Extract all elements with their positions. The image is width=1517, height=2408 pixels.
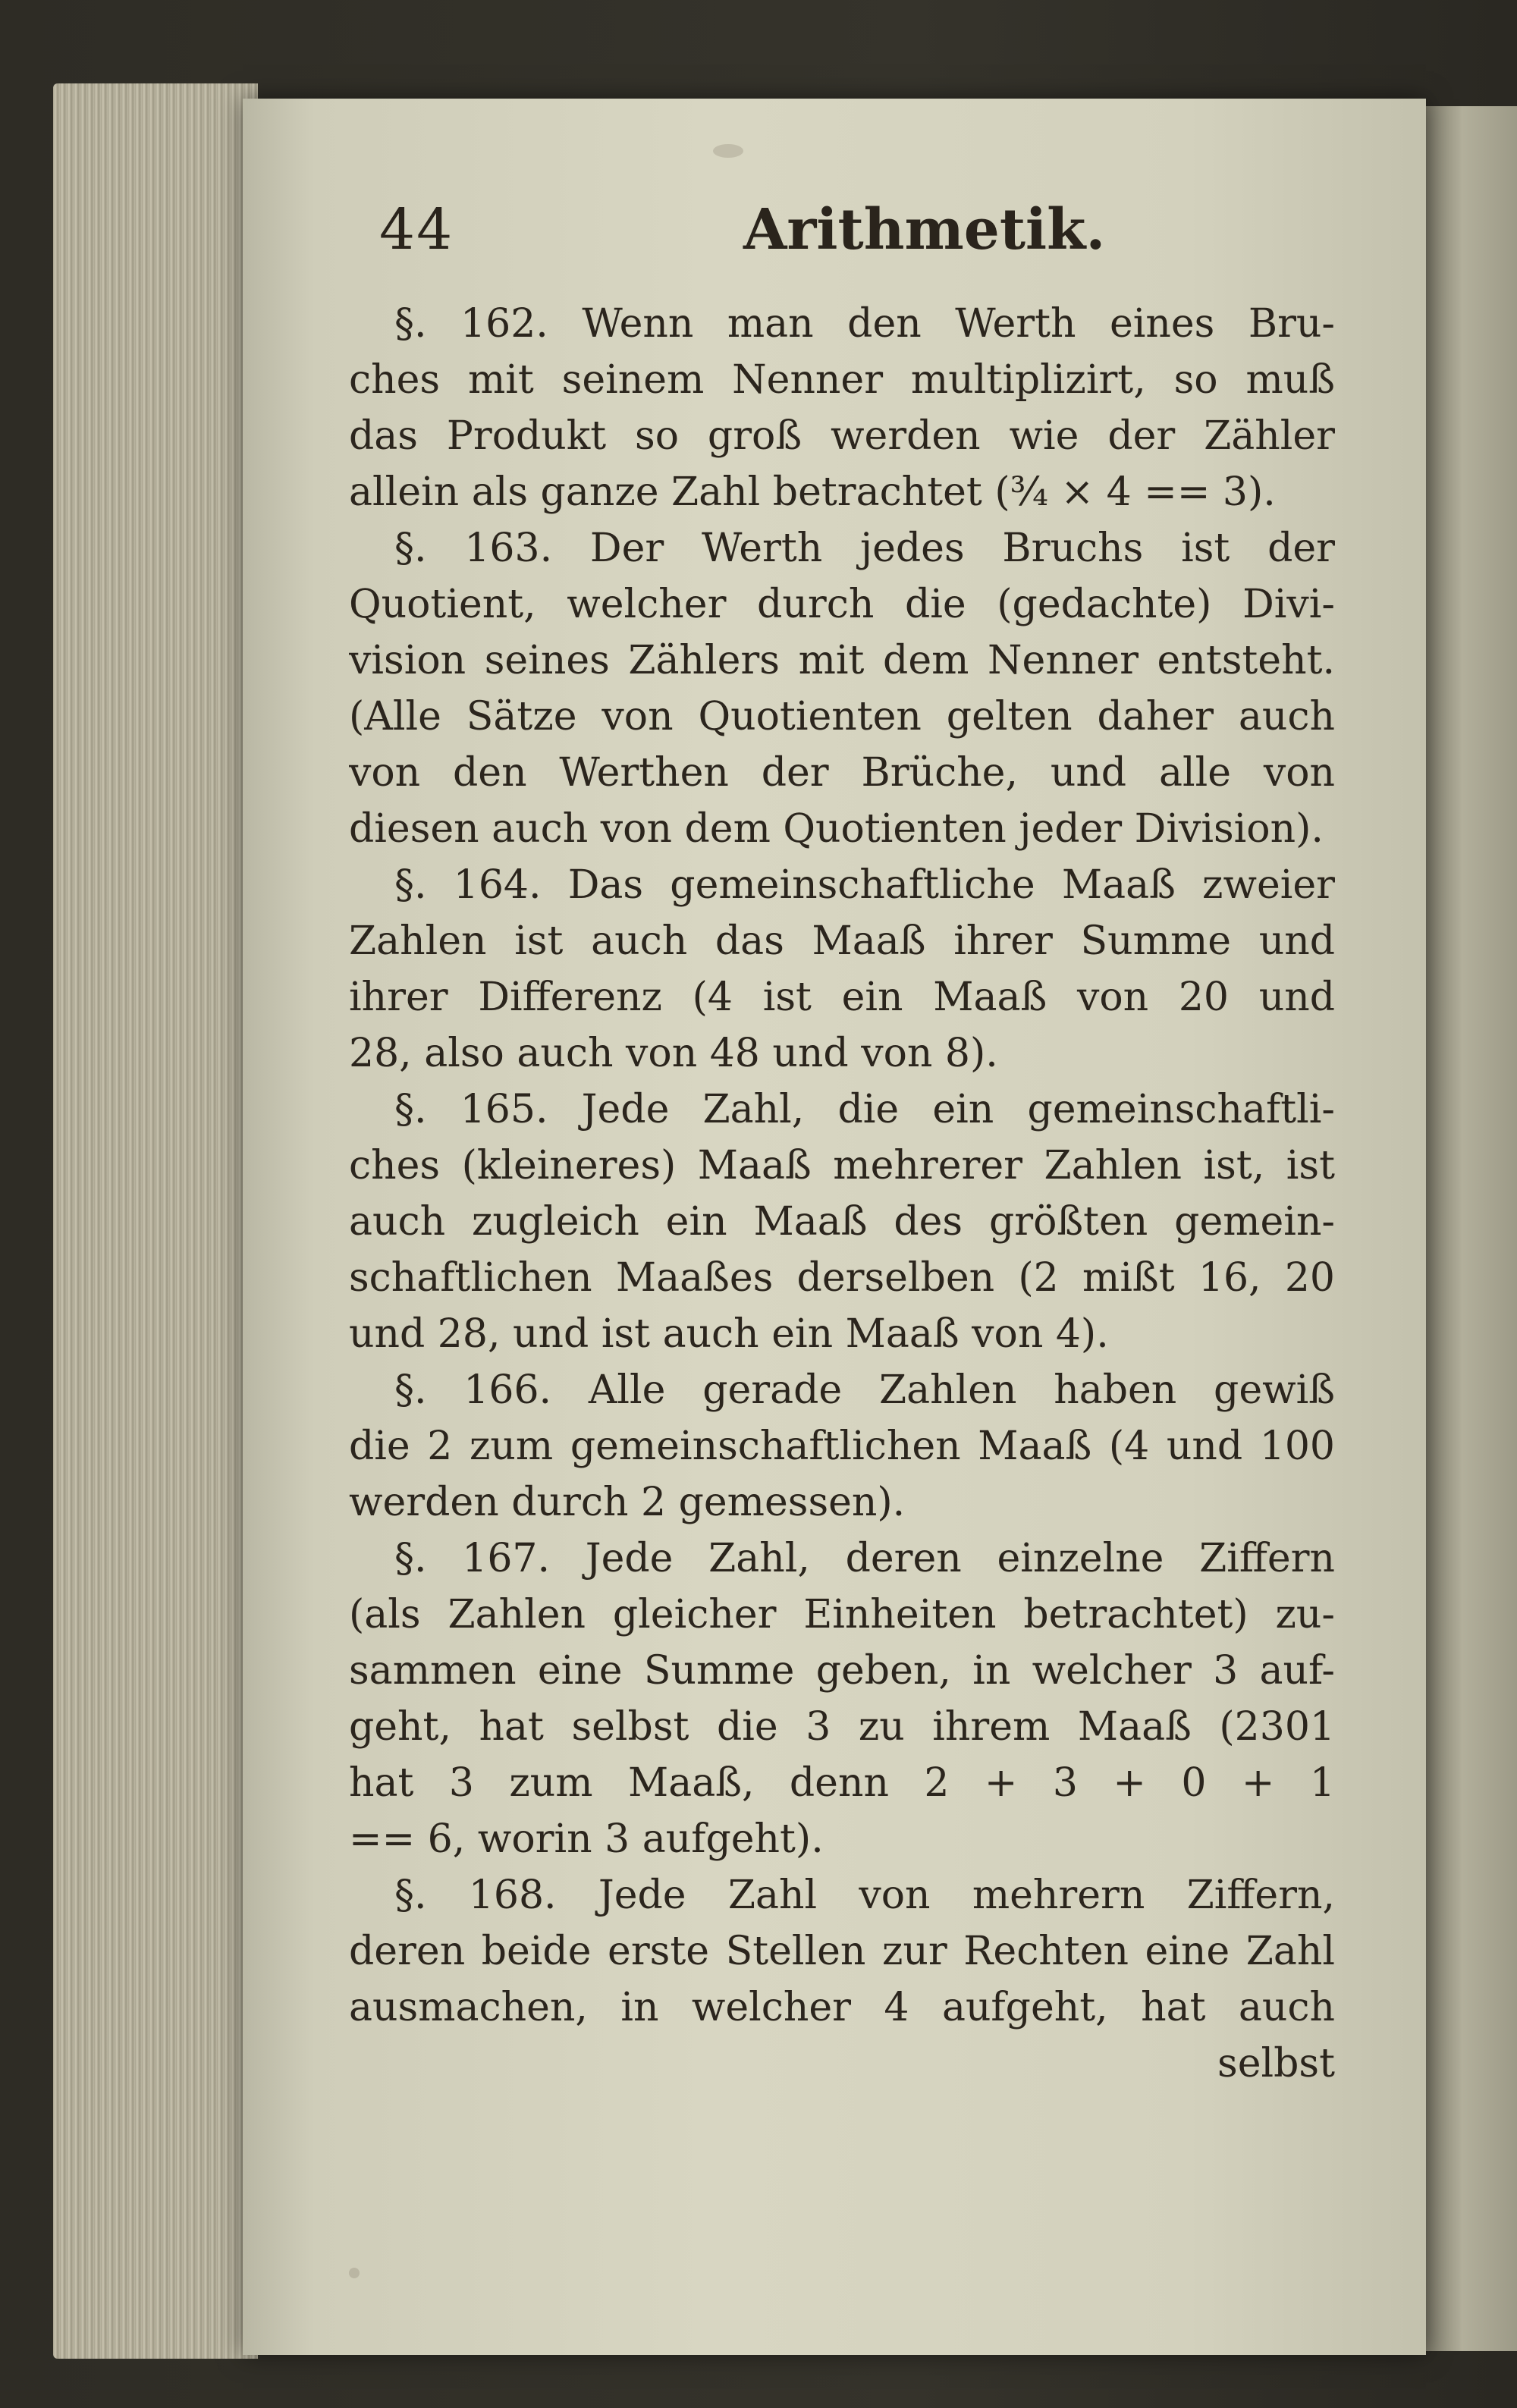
- text-line: auch zugleich ein Maaß des größten gemein-: [349, 1199, 1335, 1245]
- running-title: Arithmetik.: [743, 197, 1106, 262]
- text-line: werden durch 2 gemessen).: [349, 1480, 906, 1525]
- text-line: §. 162. Wenn man den Werth eines Bru-: [394, 301, 1335, 347]
- text-line: von den Werthen der Brüche, und alle von: [349, 750, 1335, 796]
- paper-stain: [349, 2268, 360, 2278]
- text-line: ches (kleineres) Maaß mehrerer Zahlen ist, ist: [349, 1143, 1335, 1188]
- text-line: §. 164. Das gemeinschaftliche Maaß zweier: [394, 862, 1335, 908]
- text-line: §. 166. Alle gerade Zahlen haben gewiß: [394, 1367, 1335, 1413]
- book-page-edges: [53, 83, 258, 2359]
- text-line: (als Zahlen gleicher Einheiten betrachtet) zu-: [349, 1592, 1335, 1637]
- catchword: selbst: [1217, 2041, 1335, 2086]
- text-line: == 6, worin 3 aufgeht).: [349, 1816, 824, 1862]
- text-line: (Alle Sätze von Quotienten gelten daher auch: [349, 694, 1335, 739]
- text-line: vision seines Zählers mit dem Nenner entsteht.: [349, 638, 1335, 683]
- text-line: und 28, und ist auch ein Maaß von 4).: [349, 1311, 1109, 1357]
- facing-page-edge: [1426, 106, 1517, 2351]
- text-line: §. 167. Jede Zahl, deren einzelne Ziffern: [394, 1536, 1335, 1581]
- text-line: hat 3 zum Maaß, denn 2 + 3 + 0 + 1: [349, 1760, 1335, 1806]
- text-line: geht, hat selbst die 3 zu ihrem Maaß (2301: [349, 1704, 1335, 1750]
- text-line: Zahlen ist auch das Maaß ihrer Summe und: [349, 918, 1335, 964]
- body-text: [349, 296, 1335, 2101]
- text-line: ihrer Differenz (4 ist ein Maaß von 20 und: [349, 975, 1335, 1020]
- text-line: deren beide erste Stellen zur Rechten eine Zahl: [349, 1929, 1335, 1974]
- text-line: 28, also auch von 48 und von 8).: [349, 1031, 998, 1076]
- text-line: allein als ganze Zahl betrachtet (¾ × 4 == 3).: [349, 469, 1276, 515]
- text-line: diesen auch von dem Quotienten jeder Division).: [349, 806, 1324, 852]
- text-line: das Produkt so groß werden wie der Zähler: [349, 413, 1335, 459]
- paper-stain: [713, 144, 743, 158]
- text-line: Quotient, welcher durch die (gedachte) Divi-: [349, 582, 1335, 627]
- text-line: ches mit seinem Nenner multiplizirt, so muß: [349, 357, 1335, 403]
- text-line: §. 165. Jede Zahl, die ein gemeinschaftli-: [394, 1087, 1335, 1132]
- text-line: ausmachen, in welcher 4 aufgeht, hat auch: [349, 1985, 1335, 2030]
- text-line: die 2 zum gemeinschaftlichen Maaß (4 und 100: [349, 1424, 1335, 1469]
- text-line: schaftlichen Maaßes derselben (2 mißt 16, 20: [349, 1255, 1335, 1301]
- page-header: [379, 197, 1343, 281]
- text-line: §. 163. Der Werth jedes Bruchs ist der: [394, 526, 1335, 571]
- text-line: sammen eine Summe geben, in welcher 3 auf-: [349, 1648, 1335, 1694]
- text-line: §. 168. Jede Zahl von mehrern Ziffern,: [394, 1873, 1335, 1918]
- page-number: 44: [379, 197, 454, 262]
